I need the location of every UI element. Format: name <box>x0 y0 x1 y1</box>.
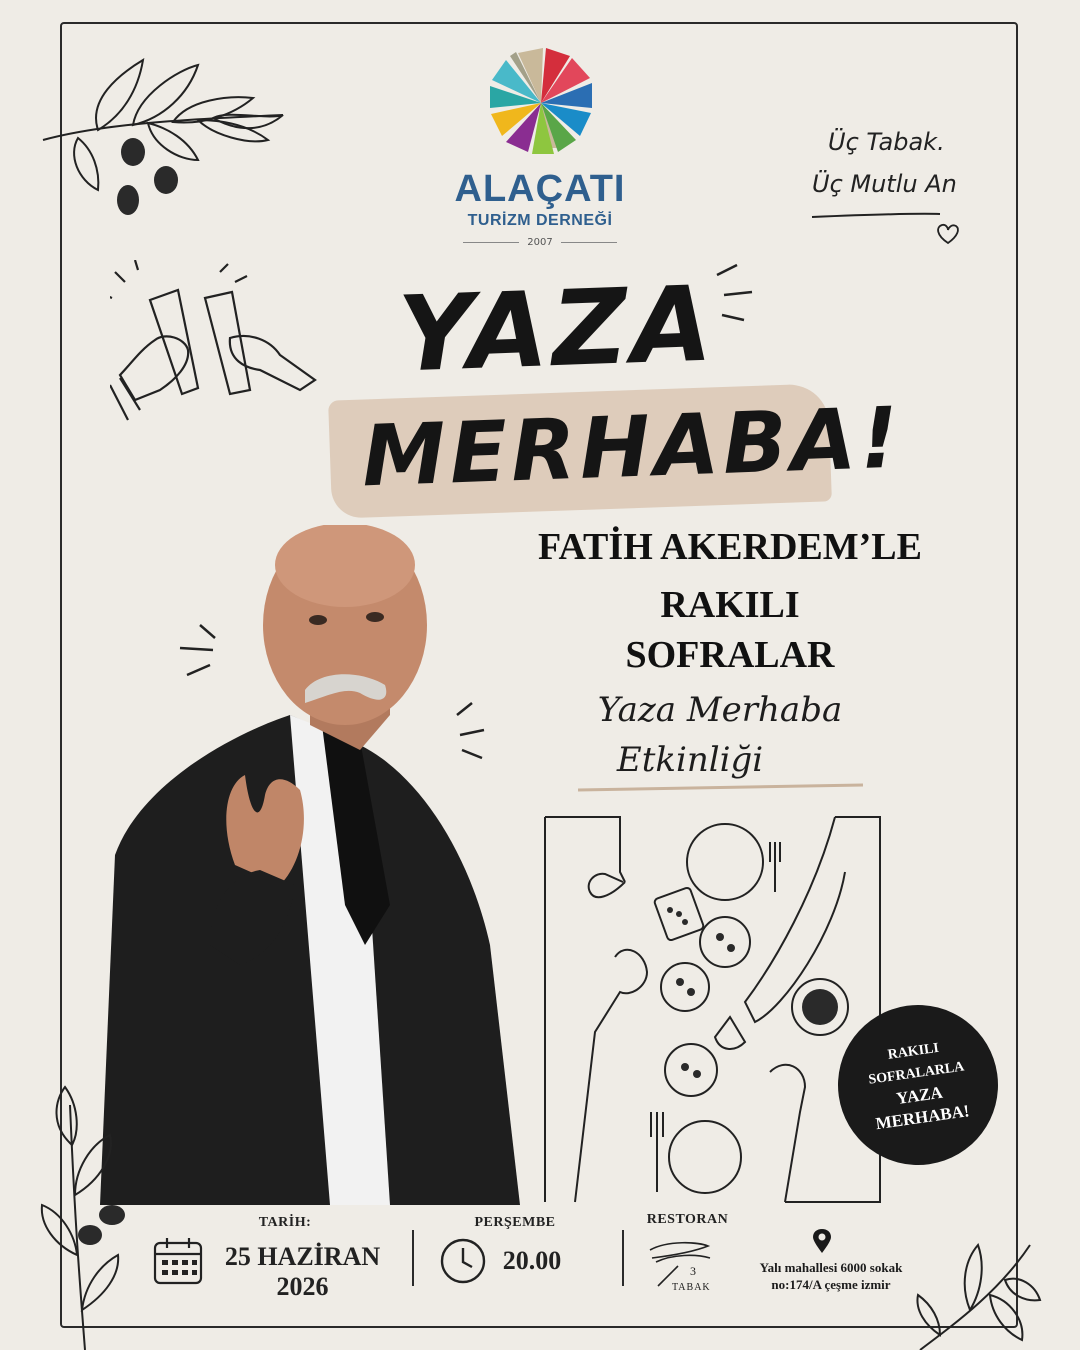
headline-line2: MERHABA! <box>360 388 904 506</box>
sparkle-lines-right-icon <box>452 700 492 760</box>
olive-branch-bottom-right-icon <box>910 1240 1050 1350</box>
table-illustration <box>535 812 895 1204</box>
info-divider-2 <box>622 1230 624 1286</box>
olive-branch-bottom-left-icon <box>30 1085 140 1350</box>
badge-line1: RAKILI <box>886 1040 940 1063</box>
date-label: TARİH: <box>258 1215 312 1230</box>
badge-line3: YAZA <box>895 1082 944 1109</box>
headline-line1: YAZA <box>395 262 718 396</box>
restaurant-logo-num: 3 <box>690 1264 696 1278</box>
calendar-icon <box>152 1236 204 1286</box>
tagline-line2: Üç Mutlu An <box>812 170 957 198</box>
restaurant-logo-text: TABAK <box>672 1282 711 1293</box>
date-value-line2: 2026 <box>276 1272 329 1301</box>
cheers-glasses-icon <box>110 260 330 440</box>
event-title-line1: FATİH AKERDEM’LE <box>538 526 922 568</box>
location-pin-icon <box>812 1228 832 1254</box>
info-divider-1 <box>412 1230 414 1286</box>
badge-line4: MERHABA! <box>874 1101 971 1134</box>
sparkle-lines-left-icon <box>175 620 225 680</box>
address-line2: no:174/A çeşme izmir <box>771 1277 891 1292</box>
logo-name: ALAÇATI <box>454 168 626 210</box>
logo-year: 2007 <box>440 237 640 248</box>
clock-icon <box>438 1236 488 1286</box>
heart-icon <box>810 205 970 250</box>
event-title-line2: RAKILI <box>660 584 800 626</box>
date-value-line1: 25 HAZİRAN <box>224 1242 381 1271</box>
badge-line2: SOFRALARLA <box>867 1059 966 1088</box>
sparkle-lines-icon <box>712 260 762 330</box>
logo-mark <box>488 48 594 166</box>
time-value: 20.00 <box>502 1246 562 1275</box>
address-line1: Yalı mahallesi 6000 sokak <box>759 1260 903 1275</box>
restaurant-label: RESTORAN <box>646 1212 729 1227</box>
event-title-line3: SOFRALAR <box>625 634 835 676</box>
event-subtitle-line1: Yaza Merhaba <box>597 690 843 730</box>
tagline-line1: Üç Tabak. <box>828 128 945 156</box>
event-subtitle-line2: Etkinliği <box>616 740 764 780</box>
olive-branch-icon <box>38 40 298 230</box>
logo-subtitle: TURİZM DERNEĞİ <box>467 212 613 229</box>
day-label: PERŞEMBE <box>474 1215 556 1230</box>
